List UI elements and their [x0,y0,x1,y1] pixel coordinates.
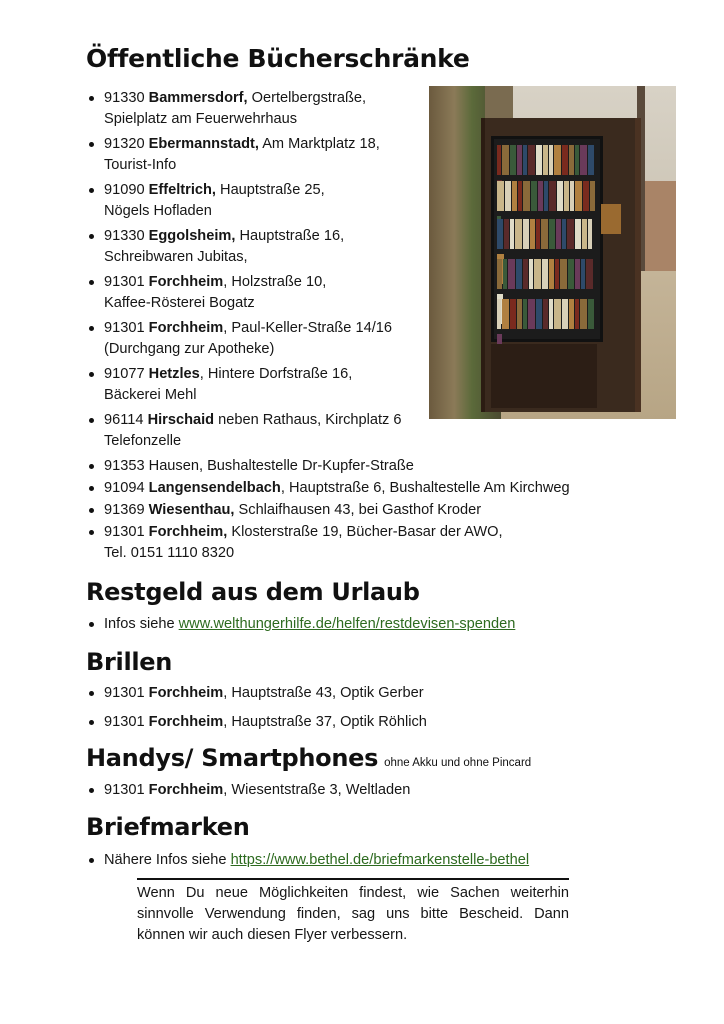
address: Schlaifhausen 43, bei Gasthof Kroder [234,502,482,518]
title-handys [86,744,531,772]
address-detail: (Durchgang zur Apotheke) [104,341,275,357]
address-detail: Bäckerei Mehl [104,387,197,403]
list-item [86,712,646,733]
postal-code: 96114 [104,412,144,428]
bethel-link[interactable]: https://www.bethel.de/briefmarkenstelle-bethel [230,852,530,868]
address-detail: Tourist-Info [104,157,177,173]
postal-code: 91301 [104,782,145,798]
title-brillen: Brillen [86,648,173,676]
list-briefmarken [86,850,646,871]
town-name: Ebermannstadt, [148,136,259,152]
handys-title-text: Handys/ Smartphones [86,744,379,772]
address: , Holzstraße 10, [223,274,327,290]
town-name: Forchheim [148,274,224,290]
town-name: Forchheim, [148,524,228,540]
welthungerhilfe-link[interactable]: www.welthungerhilfe.de/helfen/restdevisen-spenden [178,616,516,632]
list-item [86,780,646,801]
postal-code: 91320 [104,136,145,152]
address: , Hauptstraße 43, Optik Gerber [223,685,424,701]
town-name: Eggolsheim, [148,228,236,244]
handys-note: ohne Akku und ohne Pincard [384,757,532,769]
list-item [86,478,606,499]
title-restgeld: Restgeld aus dem Urlaub [86,578,420,606]
address-detail: Tel. 0151 1110 8320 [104,545,235,561]
list-item [86,500,606,521]
list-brillen [86,683,646,741]
info-label: Nähere Infos siehe [104,852,231,868]
address-detail: Schreibwaren Jubitas, [104,249,248,265]
address-detail: Telefonzelle [104,433,182,449]
list-item [86,456,606,477]
address: , Paul-Keller-Straße 14/16 [223,320,392,336]
address: Hauptstraße 16, [235,228,345,244]
postal-code: 91094 [104,480,145,496]
info-label: Infos siehe [104,616,179,632]
list-item [86,522,606,564]
postal-code: 91301 [104,274,145,290]
address: Klosterstraße 19, Bücher-Basar der AWO, [227,524,503,540]
address: , Wiesentstraße 3, Weltladen [223,782,411,798]
address: Am Marktplatz 18, [258,136,380,152]
divider [137,878,569,880]
list-item [86,683,646,704]
address: , Hintere Dorfstraße 16, [199,366,353,382]
list-handys [86,780,646,805]
town-name: Forchheim [148,714,224,730]
address: , Hauptstraße 37, Optik Röhlich [223,714,427,730]
postal-code: 91330 [104,90,145,106]
book-cabinet-photo [429,86,676,419]
postal-code: 91301 [104,714,145,730]
address: , Hauptstraße 6, Bushaltestelle Am Kirchweg [280,480,570,496]
town-name: Langensendelbach [148,480,281,496]
postal-code: 91090 [104,182,145,198]
address-detail: Spielplatz am Feuerwehrhaus [104,111,298,127]
postal-code: 91301 [104,524,145,540]
town-name: Hetzles [148,366,200,382]
postal-code: 91330 [104,228,145,244]
address: neben Rathaus, Kirchplatz 6 [214,412,402,428]
list-item [86,614,646,635]
town-name: Hirschaid [147,412,215,428]
address: Hauptstraße 25, [215,182,325,198]
title-buecherschraenke: Öffentliche Bücherschränke [86,44,470,73]
address-detail: Kaffee-Rösterei Bogatz [104,295,255,311]
list-item [86,850,646,871]
title-briefmarken: Briefmarken [86,813,250,841]
town-name: Forchheim [148,782,224,798]
address-detail: Nögels Hofladen [104,203,212,219]
footer-note: Wenn Du neue Möglichkeiten findest, wie Sachen weiterhin sinnvolle Verwendung finden, sag uns bitte Bescheid. Dann können wir auch diesen Flyer verbessern. [137,885,569,943]
postal-code: 91353 [104,458,145,474]
town-name: Forchheim [148,685,224,701]
town-name: Effeltrich, [148,182,216,198]
list-restgeld [86,614,646,635]
town-name: Bammersdorf, [148,90,248,106]
postal-code: 91301 [104,685,145,701]
postal-code: 91301 [104,320,145,336]
address: Hausen, Bushaltestelle Dr-Kupfer-Straße [148,458,414,474]
postal-code: 91369 [104,502,145,518]
town-name: Forchheim [148,320,224,336]
town-name: Wiesenthau, [148,502,235,518]
postal-code: 91077 [104,366,145,382]
address: Oertelbergstraße, [247,90,367,106]
